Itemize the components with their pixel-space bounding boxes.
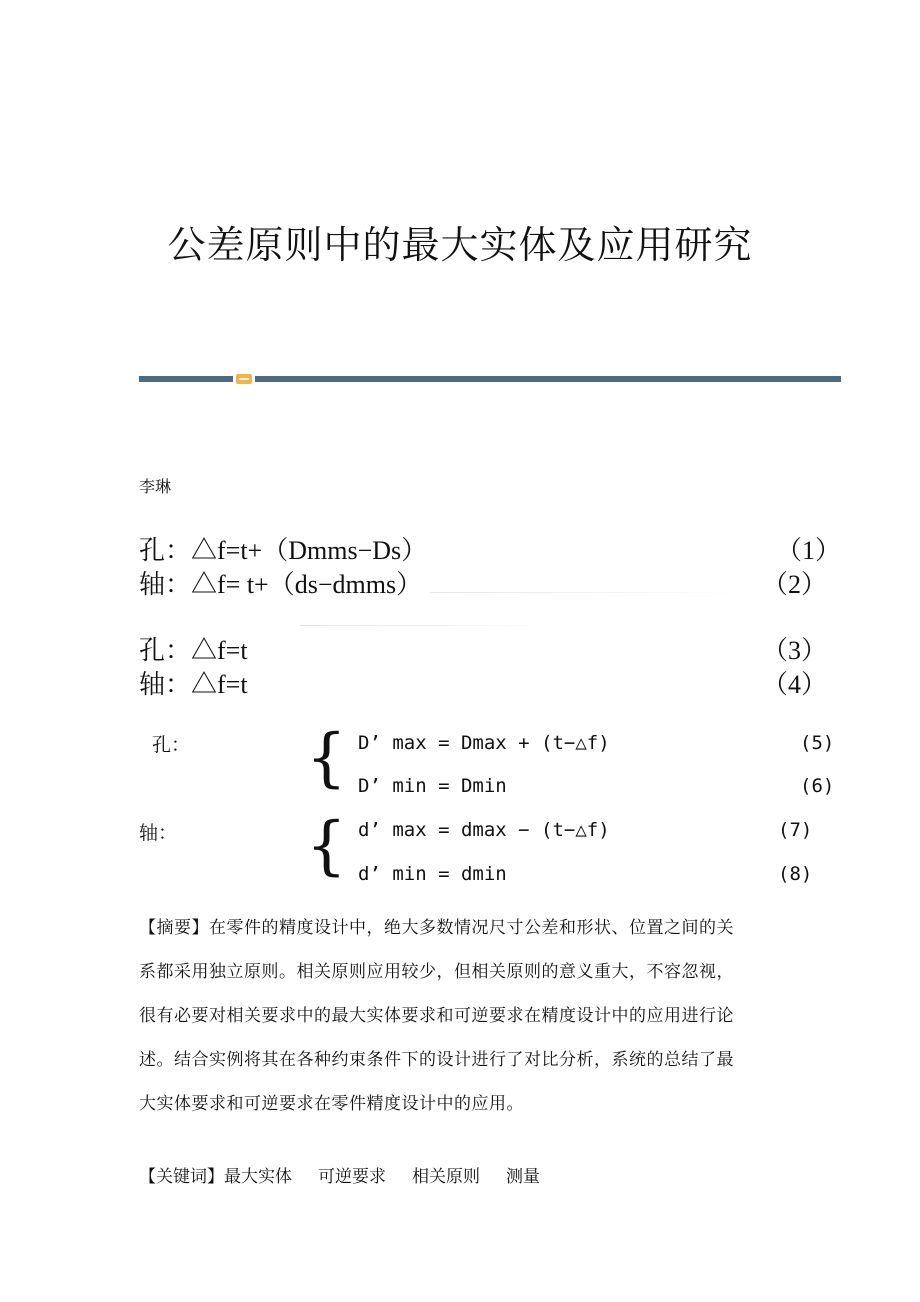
equation-label: 轴： <box>139 570 192 599</box>
equation-expr: △f=t+（Dmms−Ds） <box>191 536 428 565</box>
keywords-label: 【关键词】 <box>139 1167 224 1187</box>
equation-label: 孔： <box>139 536 192 565</box>
brace-icon: { <box>306 809 347 883</box>
divider-bar-left <box>139 376 233 382</box>
keywords <box>139 1162 566 1187</box>
abstract-line: 大实体要求和可逆要求在零件精度设计中的应用。 <box>139 1094 524 1114</box>
author-name: 李琳 <box>139 477 172 496</box>
equation-label: 孔： <box>139 636 192 665</box>
equation-number-6: (6) <box>800 775 835 797</box>
keyword: 最大实体 <box>224 1167 292 1187</box>
equation-number-7: (7) <box>778 819 813 841</box>
shaft-label: 轴： <box>139 822 178 844</box>
divider-mark-icon <box>236 374 252 384</box>
equation-4 <box>139 664 248 701</box>
abstract-line: 很有必要对相关要求中的最大实体要求和可逆要求在精度设计中的应用进行论 <box>139 1006 734 1026</box>
hole-label: 孔： <box>152 734 191 756</box>
abstract-line: 【摘要】在零件的精度设计中，绝大多数情况尺寸公差和形状、位置之间的关 <box>139 918 734 938</box>
abstract <box>139 906 771 1126</box>
equation-6: D’ min = Dmin <box>358 775 507 797</box>
equation-number-1: （1） <box>776 536 842 565</box>
equation-expr: △f= t+（ds−dmms） <box>191 570 423 599</box>
equation-number-8: (8) <box>778 863 813 885</box>
equation-5: D’ max = Dmax + (t−△f) <box>358 732 610 754</box>
equation-7: d’ max = dmax − (t−△f) <box>358 819 610 841</box>
abstract-line: 述。结合实例将其在各种约束条件下的设计进行了对比分析，系统的总结了最 <box>139 1050 734 1070</box>
equation-8: d’ min = dmin <box>358 863 507 885</box>
keyword: 相关原则 <box>412 1167 480 1187</box>
document-title: 公差原则中的最大实体及应用研究 <box>167 223 753 267</box>
decorative-divider <box>139 374 841 384</box>
equation-number-3: （3） <box>762 636 828 665</box>
equation-2 <box>139 564 422 601</box>
equation-number-2: （2） <box>762 570 828 599</box>
keyword: 可逆要求 <box>318 1167 386 1187</box>
scan-line <box>430 592 760 593</box>
keyword: 测量 <box>506 1167 540 1187</box>
abstract-line: 系都采用独立原则。相关原则应用较少，但相关原则的意义重大，不容忽视， <box>139 962 734 982</box>
equation-1 <box>139 530 427 567</box>
brace-icon: { <box>306 721 347 795</box>
equation-3 <box>139 630 248 667</box>
equation-expr: △f=t <box>191 636 248 665</box>
equation-number-5: (5) <box>800 732 835 754</box>
equation-number-4: （4） <box>762 670 828 699</box>
equation-expr: △f=t <box>191 670 248 699</box>
scan-line <box>300 625 570 626</box>
equation-label: 轴： <box>139 670 192 699</box>
divider-bar-right <box>255 376 841 382</box>
